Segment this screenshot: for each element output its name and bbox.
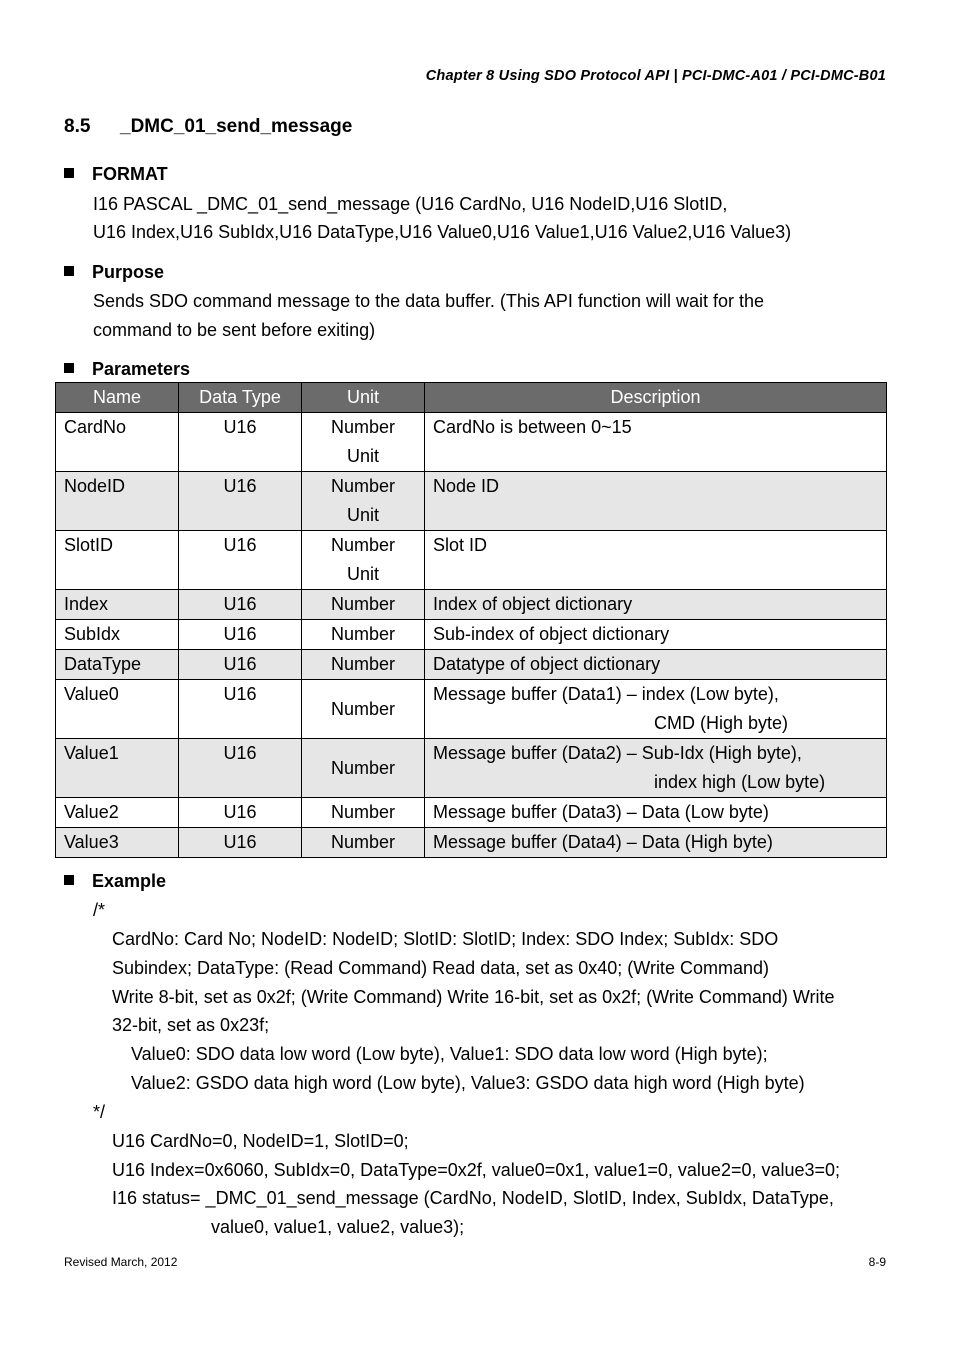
param-type: U16 [179, 413, 302, 472]
comment-line-3: Write 8-bit, set as 0x2f; (Write Command) Write 16-bit, set as 0x2f; (Write Command) Write [112, 987, 835, 1007]
footer-page-number: 8-9 [868, 1255, 886, 1269]
param-unit: Number Unit [302, 472, 425, 531]
page-header: Chapter 8 Using SDO Protocol API | PCI-DMC-A01 / PCI-DMC-B01 [425, 68, 886, 84]
param-type: U16 [179, 680, 302, 739]
format-line-2: U16 Index,U16 SubIdx,U16 DataType,U16 Value0,U16 Value1,U16 Value2,U16 Value3) [93, 222, 792, 242]
param-description: CardNo is between 0~15 [425, 413, 887, 472]
param-type: U16 [179, 650, 302, 680]
param-type: U16 [179, 620, 302, 650]
param-name: Value2 [56, 798, 179, 828]
param-name: Value1 [56, 739, 179, 798]
param-unit: Number [302, 739, 425, 798]
param-description: Message buffer (Data4) – Data (High byte) [425, 828, 887, 858]
table-row [56, 798, 887, 828]
column-header-data-type: Data Type [179, 383, 302, 413]
param-unit: Number Unit [302, 413, 425, 472]
table-row [56, 531, 887, 590]
param-unit: Number [302, 828, 425, 858]
param-unit: Number Unit [302, 531, 425, 590]
purpose-line-2: command to be sent before exiting) [93, 320, 376, 340]
comment-line-2: Subindex; DataType: (Read Command) Read data, set as 0x40; (Write Command) [112, 958, 769, 978]
table-row [56, 650, 887, 680]
table-row [56, 620, 887, 650]
format-line-1: I16 PASCAL _DMC_01_send_message (U16 CardNo, U16 NodeID,U16 SlotID, [93, 194, 728, 214]
param-unit: Number [302, 620, 425, 650]
bullet-square-icon [64, 363, 74, 373]
bullet-square-icon [64, 266, 74, 276]
param-name: SubIdx [56, 620, 179, 650]
table-header-row [56, 383, 887, 413]
param-type: U16 [179, 590, 302, 620]
footer-revision: Revised March, 2012 [64, 1255, 178, 1269]
param-unit: Number [302, 590, 425, 620]
comment-close: */ [93, 1102, 106, 1122]
param-description: Sub-index of object dictionary [425, 620, 887, 650]
comment-line-1: CardNo: Card No; NodeID: NodeID; SlotID: SlotID; Index: SDO Index; SubIdx: SDO [112, 929, 779, 949]
purpose-line-1: Sends SDO command message to the data buffer. (This API function will wait for the [93, 291, 765, 311]
section-name: _DMC_01_send_message [120, 116, 353, 137]
parameters-heading: Parameters [64, 359, 190, 380]
comment-line-5: Value0: SDO data low word (Low byte), Value1: SDO data low word (High byte); [131, 1044, 768, 1064]
param-name: NodeID [56, 472, 179, 531]
column-header-name: Name [56, 383, 179, 413]
code-line-4: value0, value1, value2, value3); [211, 1217, 465, 1237]
param-description: Slot ID [425, 531, 887, 590]
example-heading: Example [64, 871, 166, 892]
comment-line-4: 32-bit, set as 0x23f; [112, 1015, 270, 1035]
param-description: Index of object dictionary [425, 590, 887, 620]
param-unit: Number [302, 798, 425, 828]
param-name: CardNo [56, 413, 179, 472]
column-header-unit: Unit [302, 383, 425, 413]
param-type: U16 [179, 828, 302, 858]
param-name: Index [56, 590, 179, 620]
param-type: U16 [179, 739, 302, 798]
code-line-2: U16 Index=0x6060, SubIdx=0, DataType=0x2f, value0=0x1, value1=0, value2=0, value3=0; [112, 1160, 841, 1180]
param-description: Message buffer (Data3) – Data (Low byte) [425, 798, 887, 828]
code-line-1: U16 CardNo=0, NodeID=1, SlotID=0; [112, 1131, 409, 1151]
param-unit: Number [302, 650, 425, 680]
bullet-square-icon [64, 875, 74, 885]
param-description: Node ID [425, 472, 887, 531]
param-type: U16 [179, 798, 302, 828]
table-row [56, 472, 887, 531]
code-line-3: I16 status= _DMC_01_send_message (CardNo, NodeID, SlotID, Index, SubIdx, DataType, [112, 1188, 834, 1208]
param-name: Value3 [56, 828, 179, 858]
table-row [56, 680, 887, 739]
section-title [64, 116, 352, 138]
param-description: Datatype of object dictionary [425, 650, 887, 680]
param-name: SlotID [56, 531, 179, 590]
table-row [56, 828, 887, 858]
param-type: U16 [179, 531, 302, 590]
param-description: Message buffer (Data2) – Sub-Idx (High byte), index high (Low byte) [425, 739, 887, 798]
purpose-heading: Purpose [64, 262, 164, 283]
param-type: U16 [179, 472, 302, 531]
param-name: Value0 [56, 680, 179, 739]
param-name: DataType [56, 650, 179, 680]
comment-open: /* [93, 900, 106, 920]
parameters-table [55, 382, 887, 858]
param-description: Message buffer (Data1) – index (Low byte), CMD (High byte) [425, 680, 887, 739]
table-row [56, 739, 887, 798]
table-row [56, 590, 887, 620]
comment-line-6: Value2: GSDO data high word (Low byte), Value3: GSDO data high word (High byte) [131, 1073, 805, 1093]
bullet-square-icon [64, 168, 74, 178]
table-row [56, 413, 887, 472]
format-heading: FORMAT [64, 164, 168, 185]
param-unit: Number [302, 680, 425, 739]
section-number: 8.5 [64, 116, 91, 137]
column-header-description: Description [425, 383, 887, 413]
